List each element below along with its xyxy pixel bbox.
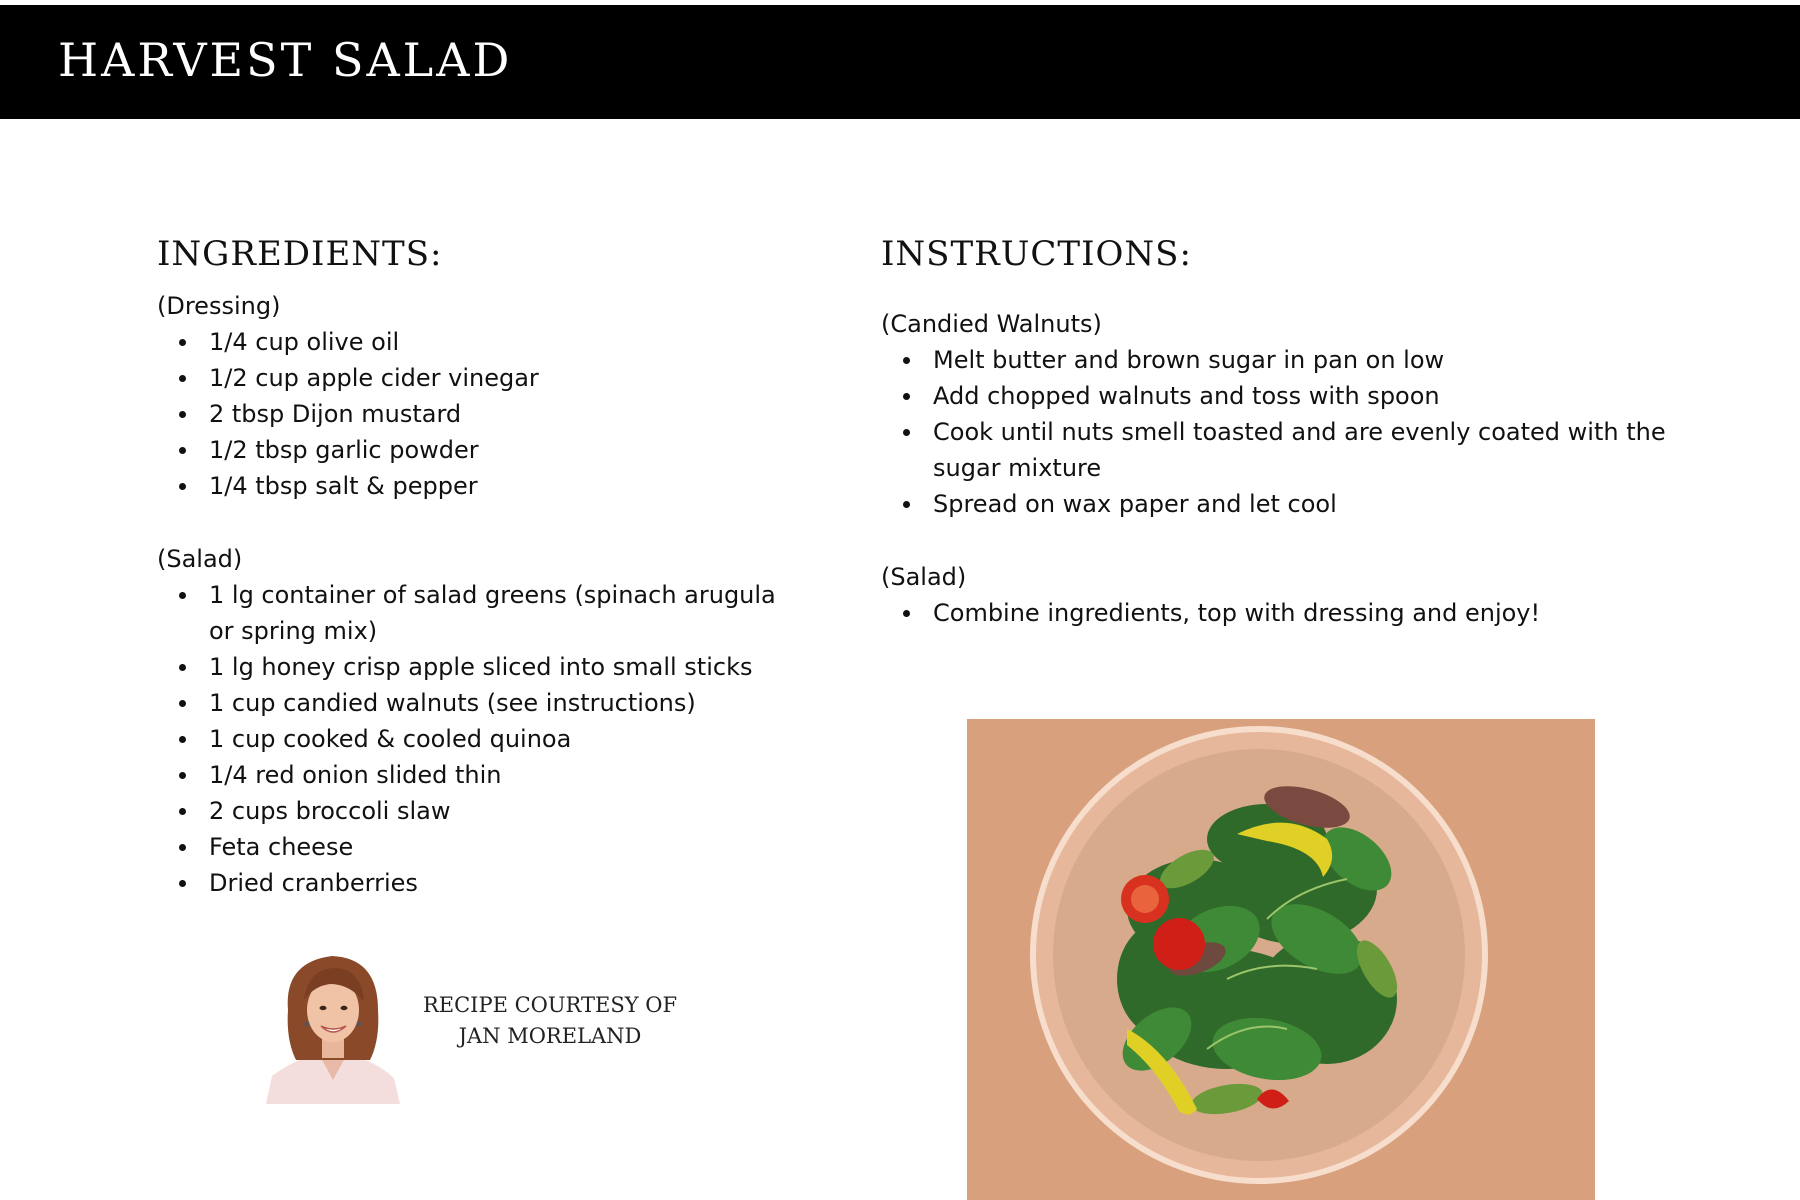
list-item: 1/4 red onion slided thin — [157, 757, 797, 793]
ingredients-heading: INGREDIENTS: — [157, 234, 443, 274]
salad-step-list — [881, 595, 1711, 631]
list-item: 1/2 cup apple cider vinegar — [157, 360, 777, 396]
list-item: 1/4 tbsp salt & pepper — [157, 468, 777, 504]
list-item: Spread on wax paper and let cool — [881, 486, 1711, 522]
list-item: 2 tbsp Dijon mustard — [157, 396, 777, 432]
walnut-step-list — [881, 342, 1711, 522]
title-banner — [0, 5, 1800, 119]
author-photo — [266, 948, 400, 1104]
list-item: 1 cup cooked & cooled quinoa — [157, 721, 797, 757]
salad-ingredient-list — [157, 577, 797, 901]
salad-steps-label: (Salad) — [881, 563, 967, 591]
list-item: 1 cup candied walnuts (see instructions) — [157, 685, 797, 721]
page-title: HARVEST SALAD — [58, 33, 513, 87]
instructions-heading: INSTRUCTIONS: — [881, 234, 1192, 274]
recipe-credit — [420, 990, 680, 1052]
list-item: Feta cheese — [157, 829, 797, 865]
list-item: Cook until nuts smell toasted and are evenly coated with the sugar mixture — [881, 414, 1711, 486]
list-item: 1 lg container of salad greens (spinach arugula or spring mix) — [157, 577, 797, 649]
credit-line: RECIPE COURTESY OF — [422, 993, 678, 1017]
salad-photo — [967, 719, 1595, 1200]
walnuts-label: (Candied Walnuts) — [881, 310, 1102, 338]
salad-ingredients-label: (Salad) — [157, 545, 243, 573]
list-item: Dried cranberries — [157, 865, 797, 901]
dressing-ingredient-list — [157, 324, 777, 504]
list-item: Combine ingredients, top with dressing and enjoy! — [881, 595, 1711, 631]
list-item: 1/4 cup olive oil — [157, 324, 777, 360]
list-item: 1/2 tbsp garlic powder — [157, 432, 777, 468]
dressing-label: (Dressing) — [157, 292, 281, 320]
list-item: Melt butter and brown sugar in pan on low — [881, 342, 1711, 378]
list-item: 1 lg honey crisp apple sliced into small sticks — [157, 649, 797, 685]
list-item: 2 cups broccoli slaw — [157, 793, 797, 829]
list-item: Add chopped walnuts and toss with spoon — [881, 378, 1711, 414]
author-name: JAN MORELAND — [458, 1024, 642, 1048]
